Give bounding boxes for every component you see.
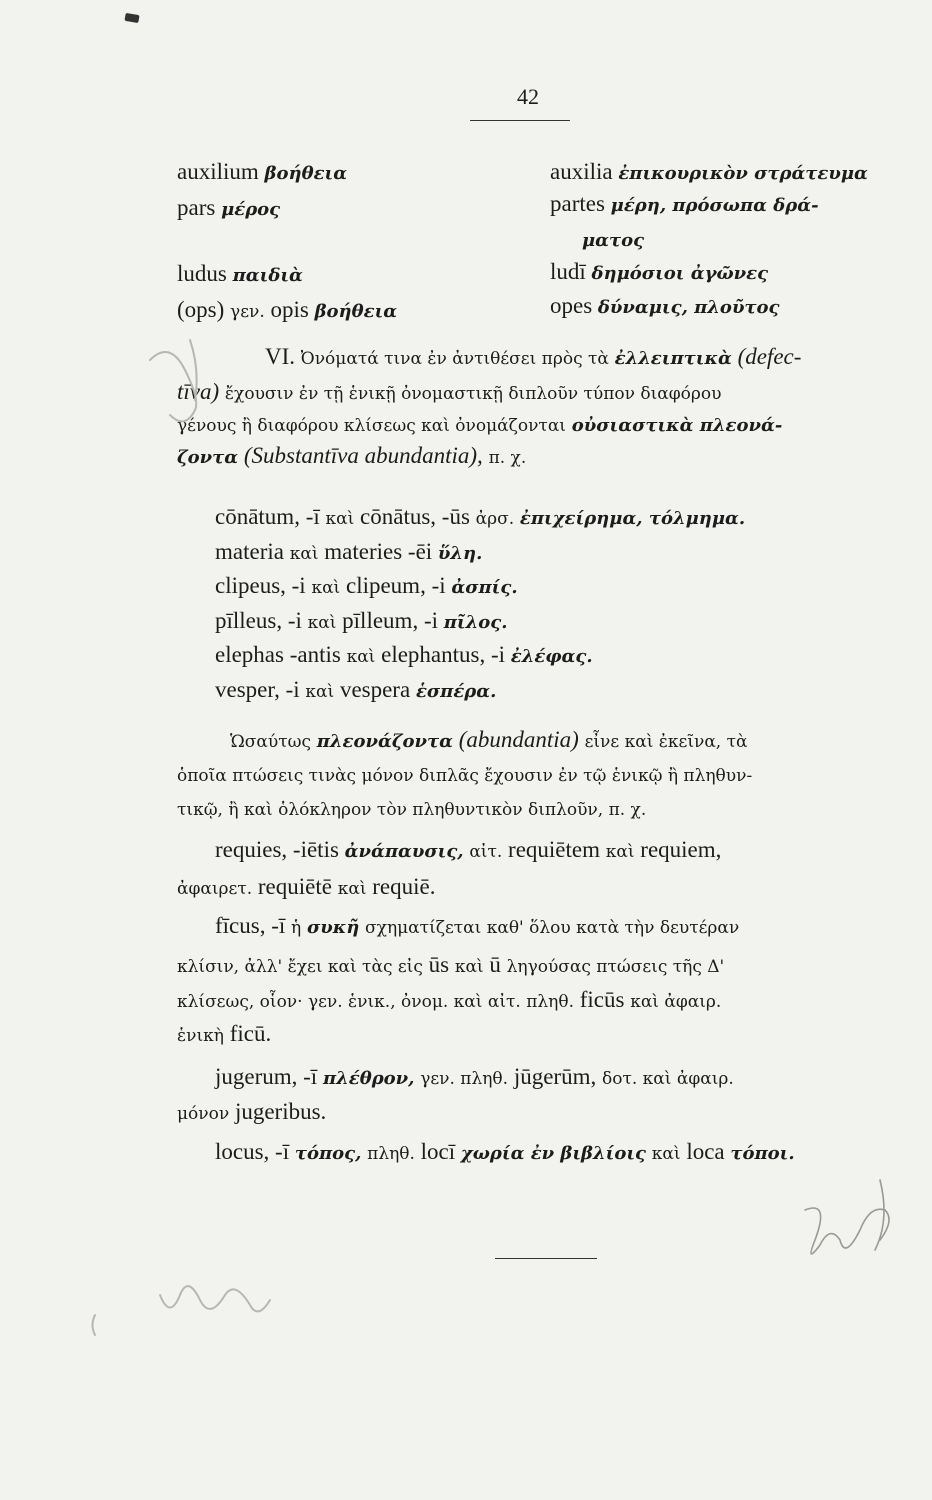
entry-line: requies, -iētis ἀνάπαυσις, αἰτ. requiētem καὶ requiem, — [215, 837, 722, 862]
entry-line: κλίσεως, οἷον· γεν. ἑνικ., ὀνομ. καὶ αἰτ. πληθ. ficūs καὶ ἀφαιρ. — [177, 987, 722, 1012]
section-vi-line: VI. Ὀνόματά τινα ἐν ἀντιθέσει πρὸς τὰ ἐλλειπτικὰ (defec- — [265, 344, 802, 369]
paragraph-line: Ὡσαύτως πλεονάζοντα (abundantia) εἶνε καὶ ἐκεῖνα, τὰ — [230, 727, 748, 752]
vocab-row: auxilium βοήθεια — [177, 159, 348, 184]
vocab-row-plural: opes δύναμις, πλοῦτος — [550, 293, 780, 318]
example-line: vesper, -i καὶ vespera ἑσπέρα. — [215, 677, 497, 702]
entry-line: ἑνικὴ ficū. — [177, 1021, 272, 1046]
margin-scribble — [93, 1315, 96, 1335]
vocab-row-plural: ludī δημόσιοι ἀγῶνες — [550, 259, 769, 284]
example-line: clipeus, -i καὶ clipeum, -i ἀσπίς. — [215, 573, 518, 598]
example-line: elephas -antis καὶ elephantus, -i ἐλέφας. — [215, 642, 593, 667]
vocab-row-plural: auxilia ἐπικουρικὸν στράτευμα — [550, 159, 868, 184]
example-line: pīlleus, -i καὶ pīlleum, -i πῖλος. — [215, 608, 508, 633]
section-vi-line: γένους ἢ διαφόρου κλίσεως καὶ ὀνομάζονται οὐσιαστικὰ πλεονά- — [177, 415, 783, 436]
section-vi-line: ζοντα (Substantīva abundantia), π. χ. — [177, 443, 527, 468]
signature-scribble — [875, 1180, 884, 1250]
entry-line: locus, -ī τόπος, πληθ. locī χωρία ἐν βιβλίοις καὶ loca τόποι. — [215, 1139, 795, 1164]
example-line: materia καὶ materies -ēi ὕλη. — [215, 539, 483, 564]
margin-scribble — [150, 352, 196, 421]
page-number: 42 — [517, 84, 539, 109]
entry-line: μόνον jugeribus. — [177, 1099, 327, 1124]
vocab-row: (ops) γεν. opis βοήθεια — [177, 297, 398, 322]
paragraph-line: τικῷ, ἢ καὶ ὁλόκληρον τὸν πληθυντικὸν διπλοῦν, π. χ. — [177, 800, 647, 820]
vocab-row-plural: partes μέρη, πρόσωπα δρά- — [550, 191, 819, 216]
vocab-row: pars μέρος — [177, 195, 281, 220]
example-line: cōnātum, -ī καὶ cōnātus, -ūs ἀρσ. ἐπιχείρημα, τόλμημα. — [215, 504, 746, 529]
paragraph-line: ὁποῖα πτώσεις τινὰς μόνον διπλᾶς ἔχουσιν ἐν τῷ ἑνικῷ ἢ πληθυν- — [177, 766, 753, 786]
section-vi-line: tīva) ἔχουσιν ἐν τῇ ἑνικῇ ὀνομαστικῇ διπλοῦν τύπον διαφόρου — [177, 379, 722, 404]
vocab-row: ludus παιδιὰ — [177, 261, 303, 286]
entry-line: fīcus, -ī ἡ συκῆ σχηματίζεται καθ' ὅλου κατὰ τὴν δευτέραν — [215, 913, 740, 938]
entry-line: ἀφαιρετ. requiētē καὶ requiē. — [177, 874, 436, 899]
entry-line: κλίσιν, ἀλλ' ἔχει καὶ τὰς εἰς ūs καὶ ū ληγούσας πτώσεις τῆς Δ' — [177, 952, 725, 977]
vocab-row-plural-cont: ματος — [582, 230, 645, 251]
entry-line: jugerum, -ī πλέθρον, γεν. πληθ. jūgerūm, δοτ. καὶ ἀφαιρ. — [215, 1064, 734, 1089]
margin-scribble — [160, 1286, 270, 1311]
